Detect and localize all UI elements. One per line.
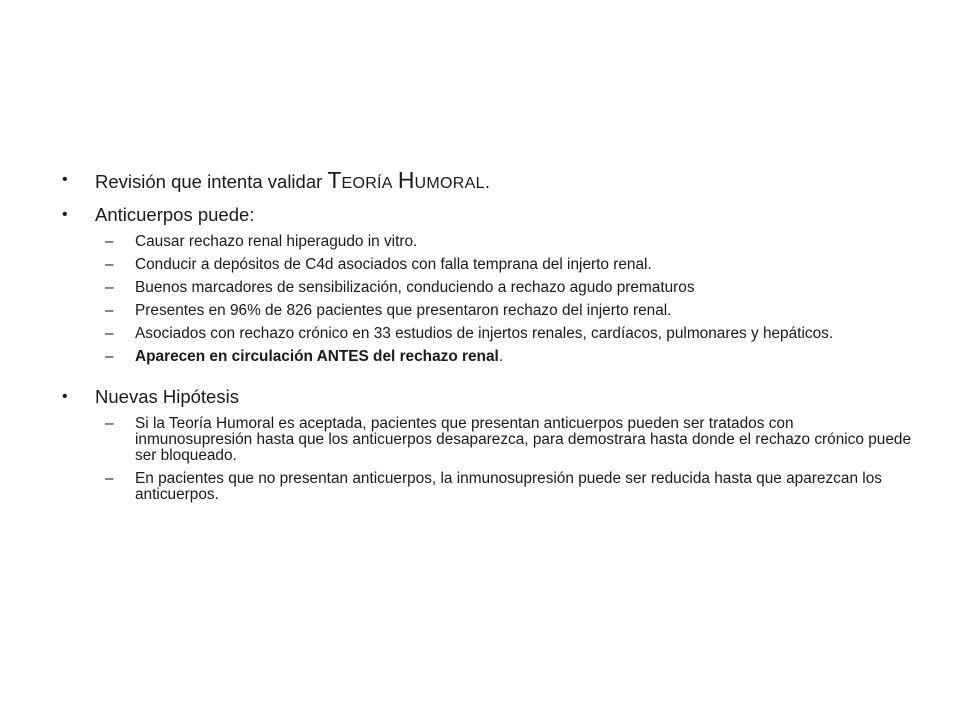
dash: –: [105, 279, 114, 296]
sub-item: [105, 303, 912, 319]
sub-item: [105, 326, 912, 342]
bullet-anticuerpos: [62, 203, 912, 227]
sub-item: [105, 416, 912, 464]
bullet-text: Anticuerpos puede:: [95, 204, 255, 225]
dash: –: [105, 348, 114, 365]
dash: –: [105, 470, 114, 487]
anticuerpos-sublist: [105, 234, 912, 365]
sub-item-text: En pacientes que no presentan anticuerpos, la inmunosupresión puede ser reducida hasta que aparezcan los anticuerpos.: [135, 470, 882, 503]
sub-item-text: Asociados con rechazo crónico en 33 estudios de injertos renales, cardíacos, pulmonares y hepáticos.: [135, 325, 834, 342]
sub-item-text: Buenos marcadores de sensibilización, conduciendo a rechazo agudo prematuros: [135, 279, 695, 296]
bullet-nuevas-hipotesis: [62, 385, 912, 409]
hipotesis-sublist: [105, 416, 912, 503]
sub-item-bold-text: Aparecen en circulación ANTES del rechazo renal: [135, 348, 499, 365]
sub-item: [105, 234, 912, 250]
smallcaps-term: TEORÍA HUMORAL: [327, 167, 485, 193]
bullet-text-suffix: .: [484, 171, 490, 192]
bullet-dot: •: [62, 388, 68, 405]
bullet-dot: •: [62, 171, 68, 188]
sub-item: [105, 471, 912, 503]
dash: –: [105, 302, 114, 319]
sub-item: [105, 257, 912, 273]
bullet-teoria-humoral: [62, 168, 912, 196]
sub-item: [105, 280, 912, 296]
bullet-text-prefix: Revisión que intenta validar: [95, 171, 328, 192]
sub-item-text: Presentes en 96% de 826 pacientes que presentaron rechazo del injerto renal.: [135, 302, 672, 319]
sub-item-tail: .: [498, 348, 504, 365]
sub-item-text: Conducir a depósitos de C4d asociados con falla temprana del injerto renal.: [135, 256, 652, 273]
sub-item-text: Causar rechazo renal hiperagudo in vitro.: [135, 233, 418, 250]
bullet-text: Nuevas Hipótesis: [95, 386, 239, 407]
bullet-dot: •: [62, 206, 68, 223]
dash: –: [105, 415, 114, 432]
sub-item-text: Si la Teoría Humoral es aceptada, pacientes que presentan anticuerpos pueden ser tratados con inmunosupresión hasta que los anticuerpos desaparezca, para demostrara hasta donde el rechazo crónico puede ser bloqueado.: [135, 415, 912, 464]
dash: –: [105, 256, 114, 273]
slide-content: [62, 168, 912, 510]
sub-item-bold: [105, 349, 912, 365]
dash: –: [105, 325, 114, 342]
dash: –: [105, 233, 114, 250]
